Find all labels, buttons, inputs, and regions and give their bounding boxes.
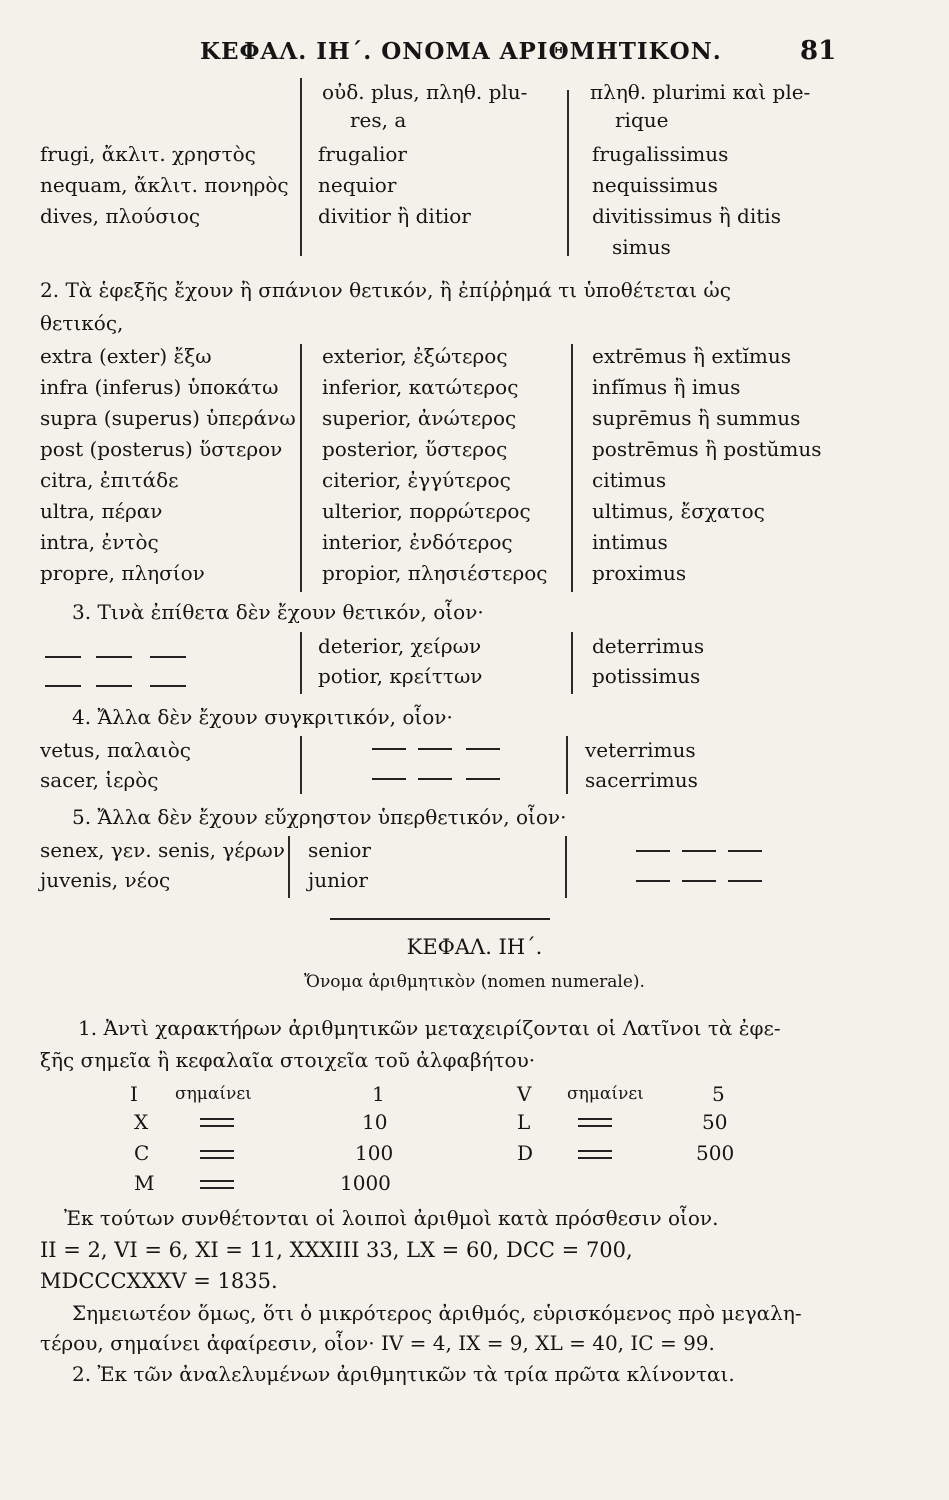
table-cell: infĭmus ἢ imus <box>592 375 741 399</box>
paragraph: 1. Ἀντὶ χαρακτήρων ἀριθμητικῶν μεταχειρίζονται οἱ Λατῖνοι τὰ ἐφε- <box>78 1016 781 1040</box>
numeral-examples: MDCCCXXXV = 1835. <box>40 1269 278 1293</box>
table-cell: propre, πλησίον <box>40 561 205 585</box>
table-cell: posterior, ὕστερος <box>322 437 508 461</box>
column-rule <box>300 344 302 592</box>
column-rule <box>571 632 573 694</box>
table-cell: senior <box>308 838 371 862</box>
column-rule <box>300 736 302 794</box>
page-number: 81 <box>800 36 837 66</box>
equals-sign <box>200 1150 234 1152</box>
blank-dash <box>45 685 81 687</box>
table-cell: res, a <box>350 108 407 132</box>
table-cell: infra (inferus) ὑποκάτω <box>40 375 279 399</box>
blank-dash <box>418 778 452 780</box>
table-cell: deterior, χείρων <box>318 634 482 658</box>
table-cell: dives, πλούσιος <box>40 204 201 228</box>
column-rule <box>288 836 290 898</box>
blank-dash <box>636 880 670 882</box>
equals-sign <box>578 1118 612 1120</box>
paragraph: Σημειωτέον ὅμως, ὅτι ὁ μικρότερος ἀριθμός, εὑρισκόμενος πρὸ μεγαλη- <box>72 1301 802 1325</box>
numeral-value: 500 <box>696 1141 735 1165</box>
column-rule <box>300 78 302 256</box>
table-cell: divitissimus ἢ ditis <box>592 204 781 228</box>
table-cell: inferior, κατώτερος <box>322 375 519 399</box>
equals-sign <box>200 1118 234 1120</box>
blank-dash <box>96 685 132 687</box>
chapter-subtitle: Ὄνομα ἀριθμητικὸν (nomen numerale). <box>304 972 645 992</box>
numeral-symbol: V <box>517 1082 532 1106</box>
table-cell: nequam, ἄκλιτ. πονηρὸς <box>40 173 289 197</box>
blank-dash <box>150 656 186 658</box>
table-cell: superior, ἀνώτερος <box>322 406 517 430</box>
numeral-symbol: D <box>517 1141 534 1165</box>
blank-dash <box>418 748 452 750</box>
blank-dash <box>45 656 81 658</box>
blank-dash <box>150 685 186 687</box>
table-cell: interior, ἐνδότερος <box>322 530 513 554</box>
table-cell: deterrimus <box>592 634 705 658</box>
table-cell: senex, γεν. senis, γέρων <box>40 838 285 862</box>
paragraph: Ἐκ τούτων συνθέτονται οἱ λοιποὶ ἀριθμοὶ κατὰ πρόσθεσιν οἷον. <box>64 1206 719 1230</box>
running-title: ΚΕΦΑΛ. ΙΗ΄. ΟΝΟΜΑ ΑΡΙΘΜΗΤΙΚΟΝ. <box>200 38 722 65</box>
table-cell: πληθ. plurimi καὶ ple- <box>590 80 811 104</box>
numeral-symbol: L <box>517 1110 531 1134</box>
table-cell: nequior <box>318 173 397 197</box>
table-cell: extrēmus ἢ extĭmus <box>592 344 792 368</box>
numeral-symbol: X <box>134 1110 149 1134</box>
blank-dash <box>372 778 406 780</box>
table-cell: extra (exter) ἔξω <box>40 344 212 368</box>
numeral-symbol: M <box>134 1171 155 1195</box>
table-cell: post (posterus) ὕστερον <box>40 437 283 461</box>
chapter-title: ΚΕΦΑΛ. ΙΗ΄. <box>406 935 543 959</box>
table-cell: οὐδ. plus, πληθ. plu- <box>322 80 528 104</box>
table-cell: potissimus <box>592 664 701 688</box>
table-cell: rique <box>615 108 669 132</box>
table-cell: simus <box>612 235 671 259</box>
section-heading: 4. Ἄλλα δὲν ἔχουν συγκριτικόν, οἷον· <box>72 705 453 729</box>
means-label: σημαίνει <box>567 1084 644 1104</box>
table-cell: veterrimus <box>585 738 696 762</box>
table-cell: suprēmus ἢ summus <box>592 406 801 430</box>
paragraph: 2. Ἐκ τῶν ἀναλελυμένων ἀριθμητικῶν τὰ τρία πρῶτα κλίνονται. <box>72 1362 735 1386</box>
column-rule <box>567 90 569 256</box>
equals-sign <box>200 1180 234 1182</box>
table-cell: supra (superus) ὑπεράνω <box>40 406 296 430</box>
table-cell: exterior, ἐξώτερος <box>322 344 508 368</box>
table-cell: ulterior, πορρώτερος <box>322 499 531 523</box>
numeral-symbol: I <box>130 1082 138 1106</box>
blank-dash <box>372 748 406 750</box>
blank-dash <box>466 748 500 750</box>
table-cell: sacerrimus <box>585 768 698 792</box>
table-cell: intimus <box>592 530 668 554</box>
table-cell: postrēmus ἢ postŭmus <box>592 437 822 461</box>
equals-sign <box>578 1150 612 1152</box>
section-heading-cont: θετικός, <box>40 311 124 335</box>
table-cell: ultra, πέραν <box>40 499 163 523</box>
equals-sign <box>578 1125 612 1127</box>
means-label: σημαίνει <box>175 1084 252 1104</box>
table-cell: frugalissimus <box>592 142 729 166</box>
table-cell: citra, ἐπιτάδε <box>40 468 179 492</box>
paragraph: ξῆς σημεῖα ἢ κεφαλαῖα στοιχεῖα τοῦ ἀλφαβήτου· <box>40 1048 536 1072</box>
section-heading: 5. Ἄλλα δὲν ἔχουν εὔχρηστον ὑπερθετικόν, οἷον· <box>72 805 567 829</box>
column-rule <box>571 344 573 592</box>
blank-dash <box>728 880 762 882</box>
table-cell: propior, πλησιέστερος <box>322 561 548 585</box>
table-cell: sacer, ἱερὸς <box>40 768 159 792</box>
paragraph: τέρου, σημαίνει ἀφαίρεσιν, οἷον· IV = 4, IX = 9, XL = 40, IC = 99. <box>40 1331 715 1355</box>
table-cell: intra, ἐντὸς <box>40 530 159 554</box>
table-cell: frugalior <box>318 142 407 166</box>
equals-sign <box>200 1187 234 1189</box>
numeral-value: 5 <box>712 1082 725 1106</box>
table-cell: nequissimus <box>592 173 718 197</box>
column-rule <box>565 836 567 898</box>
table-cell: ultimus, ἔσχατος <box>592 499 765 523</box>
table-cell: potior, κρείττων <box>318 664 483 688</box>
blank-dash <box>682 880 716 882</box>
table-cell: proximus <box>592 561 687 585</box>
section-heading: 3. Τινὰ ἐπίθετα δὲν ἔχουν θετικόν, οἷον· <box>72 600 484 624</box>
numeral-value: 100 <box>355 1141 394 1165</box>
column-rule <box>300 632 302 694</box>
equals-sign <box>578 1157 612 1159</box>
blank-dash <box>466 778 500 780</box>
column-rule <box>566 736 568 794</box>
numeral-symbol: C <box>134 1141 150 1165</box>
section-divider <box>330 918 550 920</box>
numeral-value: 10 <box>362 1110 388 1134</box>
table-cell: juvenis, νέος <box>40 868 171 892</box>
numeral-value: 50 <box>702 1110 728 1134</box>
table-cell: junior <box>308 868 368 892</box>
table-cell: citerior, ἐγγύτερος <box>322 468 511 492</box>
blank-dash <box>682 850 716 852</box>
table-cell: divitior ἢ ditior <box>318 204 471 228</box>
table-cell: vetus, παλαιὸς <box>40 738 191 762</box>
equals-sign <box>200 1157 234 1159</box>
blank-dash <box>636 850 670 852</box>
numeral-value: 1 <box>372 1082 385 1106</box>
blank-dash <box>96 656 132 658</box>
numeral-examples: II = 2, VI = 6, XI = 11, XXXIII 33, LX = 60, DCC = 700, <box>40 1238 633 1262</box>
numeral-value: 1000 <box>340 1171 391 1195</box>
section-heading: 2. Τὰ ἑφεξῆς ἔχουν ἢ σπάνιον θετικόν, ἢ ἐπίῤῥημά τι ὑποθέτεται ὡς <box>40 278 731 302</box>
table-cell: frugi, ἄκλιτ. χρηστὸς <box>40 142 256 166</box>
table-cell: citimus <box>592 468 667 492</box>
blank-dash <box>728 850 762 852</box>
equals-sign <box>200 1125 234 1127</box>
